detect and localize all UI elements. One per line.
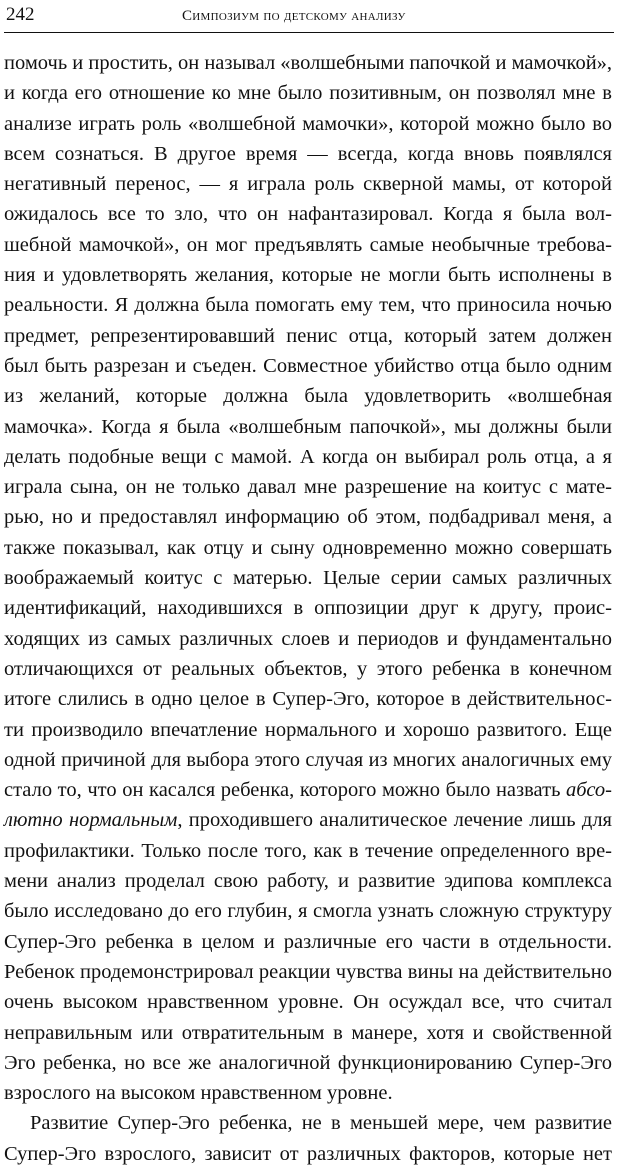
text-line: анализе играть роль «волшебной мамочки», которой можно было во: [4, 112, 612, 135]
text-line: итоге слились в одно целое в Супер-Эго, которое в действительнос-: [4, 688, 612, 711]
text-line: мамочка». Когда я была «волшебным папочкой», мы должны были: [4, 415, 612, 438]
text-line: ти производило впечатление нормального и хорошо развитого. Еще: [4, 718, 612, 741]
text-segment: стало то, что он касался ребенка, которого можно было назвать: [4, 779, 561, 802]
paragraph-first-line: Развитие Супер-Эго ребенка, не в меньшей мере, чем развитие: [30, 1112, 612, 1135]
text-line: был быть разрезан и съеден. Совместное убийство отца было одним: [4, 354, 612, 377]
text-line: было исследовано до его глубин, я смогла узнать сложную структуру: [4, 900, 612, 923]
text-line: идентификаций, находившихся в оппозиции друг к другу, проис-: [4, 597, 612, 620]
text-line: реальности. Я должна была помогать ему тем, что приносила ночью: [4, 294, 612, 317]
text-line: делать подобные вещи с мамой. А когда он выбирал роль отца, а я: [4, 445, 612, 468]
text-line: ходящих из самых различных слоев и периодов и фундаментально: [4, 627, 612, 650]
text-line: отличающихся от реальных объектов, у этого ребенка в конечном: [4, 657, 612, 680]
text-line: играла сына, он не только давал мне разрешение на коитус с мате-: [4, 476, 612, 499]
text-line: из желаний, которые должна была удовлетворить «волшебная: [4, 385, 612, 408]
text-line: всем сознаться. В другое время — всегда, когда вновь появлялся: [4, 142, 612, 165]
text-line: Ребенок продемонстрировал реакции чувства вины на действительно: [4, 960, 612, 983]
text-line: очень высоком нравственном уровне. Он осуждал все, что считал: [4, 991, 612, 1014]
running-title: Симпозиум по детскому анализу: [182, 8, 406, 24]
text-line: ния и удовлетворять желания, которые не могли быть исполнены в: [4, 264, 612, 287]
text-line: также показывал, как отцу и сыну одновременно можно совершать: [4, 536, 612, 559]
text-line: шебной мамочкой», он мог предъявлять самые необычные требова-: [4, 233, 612, 256]
text-line-with-italic: [4, 805, 612, 835]
page-number: 242: [6, 4, 35, 25]
text-line-with-italic: [4, 775, 612, 805]
body-text: [4, 48, 612, 1169]
text-line: одной причиной для выбора этого случая из многих аналогичных ему: [4, 748, 612, 771]
text-line: воображаемый коитус с матерью. Целые серии самых различных: [4, 567, 612, 590]
text-line: профилактики. Только после того, как в течение определенного вре-: [4, 839, 612, 862]
text-line: предмет, репрезентировавший пенис отца, который затем должен: [4, 324, 612, 347]
text-line: Супер-Эго ребенка в целом и различные его части в отдельности.: [4, 930, 612, 953]
paragraph-end-line: взрослого на высоком нравственном уровне.: [4, 1082, 393, 1105]
page-header: [4, 0, 614, 33]
text-line: негативный перенос, — я играла роль скверной мамы, от которой: [4, 173, 612, 196]
text-line: помочь и простить, он называл «волшебными папочкой и мамочкой»,: [4, 52, 613, 74]
text-line: Эго ребенка, но все же аналогичной функционированию Супер-Эго: [4, 1051, 612, 1074]
text-line: рью, но и предоставлял информацию об этом, подбадривал меня, а: [4, 506, 612, 529]
text-line: и когда его отношение ко мне было позитивным, он позволял мне в: [4, 82, 612, 105]
text-segment: , проходившего аналитическое лечение лишь для: [177, 809, 612, 832]
italic-phrase: лютно нормальным: [4, 809, 178, 832]
text-line: мени анализ проделал свою работу, и развитие эдипова комплекса: [4, 870, 612, 893]
text-line: неправильным или отвратительным в манере, хотя и свойственной: [4, 1021, 612, 1044]
text-line: ожидалось все то зло, что он нафантазировал. Когда я была вол-: [4, 203, 612, 226]
text-line: Супер-Эго взрослого, зависит от различных факторов, которые нет: [4, 1142, 612, 1165]
italic-phrase: абсо-: [566, 779, 613, 802]
